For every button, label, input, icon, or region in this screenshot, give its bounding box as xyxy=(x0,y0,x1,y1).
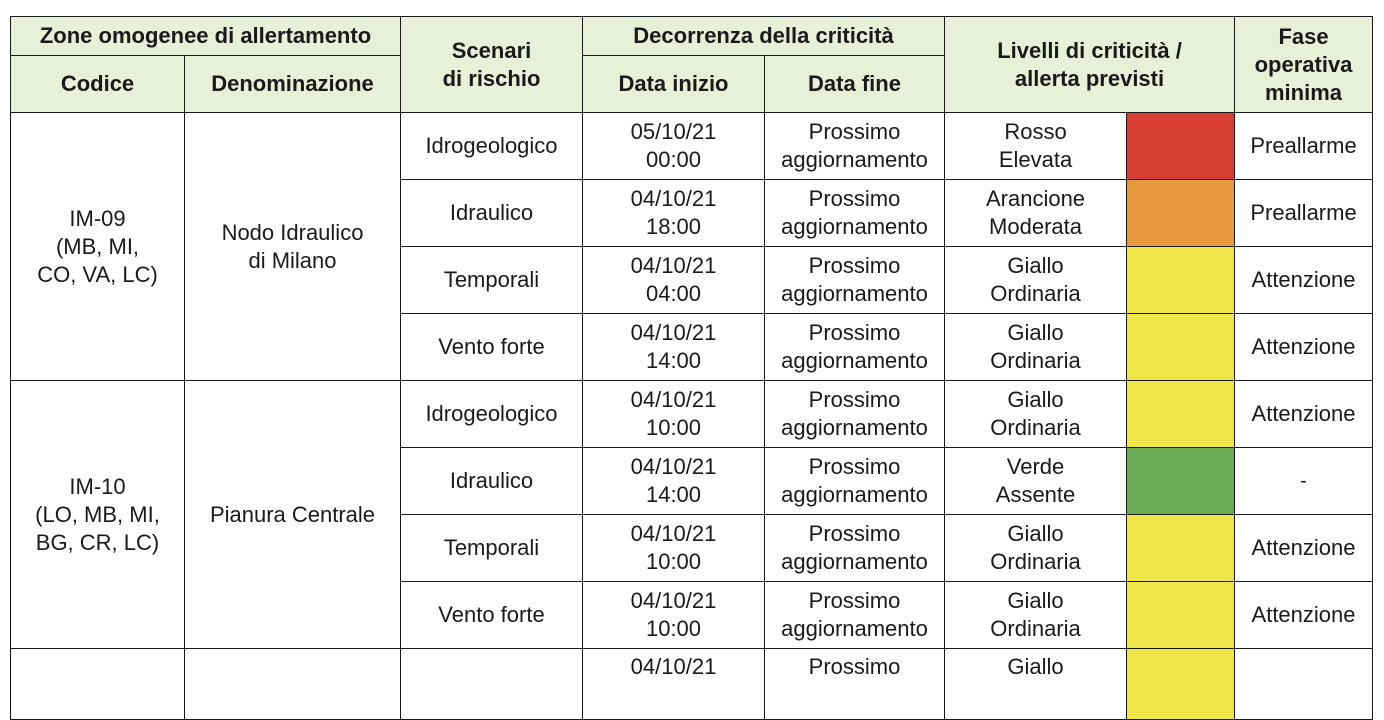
levels-header: Livelli di criticità / allerta previsti xyxy=(945,17,1235,113)
level-color-swatch xyxy=(1127,314,1235,381)
end-date-cell: Prossimo aggiornamento xyxy=(765,314,945,381)
phase-header: Fase operativa minima xyxy=(1235,17,1373,113)
level-color-swatch xyxy=(1127,515,1235,582)
start-date-cell: 04/10/21 10:00 xyxy=(583,381,765,448)
code-header: Codice xyxy=(11,56,185,113)
start-date-cell: 04/10/21 10:00 xyxy=(583,582,765,649)
end-date-cell: Prossimo aggiornamento xyxy=(765,247,945,314)
level-color-swatch xyxy=(1127,247,1235,314)
zone-name xyxy=(185,649,401,720)
phase-cell: Attenzione xyxy=(1235,582,1373,649)
end-date-cell: Prossimo aggiornamento xyxy=(765,180,945,247)
level-cell: Giallo Ordinaria xyxy=(945,247,1127,314)
start-date-cell: 04/10/21 14:00 xyxy=(583,448,765,515)
zone-name: Pianura Centrale xyxy=(185,381,401,649)
level-color-swatch xyxy=(1127,582,1235,649)
phase-cell: - xyxy=(1235,448,1373,515)
scenario-cell: Vento forte xyxy=(401,314,583,381)
end-date-cell: Prossimo aggiornamento xyxy=(765,381,945,448)
level-cell: Giallo Ordinaria xyxy=(945,582,1127,649)
level-cell: Giallo xyxy=(945,649,1127,720)
phase-cell: Attenzione xyxy=(1235,381,1373,448)
phase-cell xyxy=(1235,649,1373,720)
scenario-cell: Idraulico xyxy=(401,180,583,247)
scenario-cell: Vento forte xyxy=(401,582,583,649)
level-cell: Arancione Moderata xyxy=(945,180,1127,247)
level-color-swatch xyxy=(1127,113,1235,180)
alert-table xyxy=(10,16,1373,720)
scenario-cell xyxy=(401,649,583,720)
phase-cell: Preallarme xyxy=(1235,180,1373,247)
end-date-cell: Prossimo aggiornamento xyxy=(765,113,945,180)
level-color-swatch xyxy=(1127,448,1235,515)
phase-cell: Preallarme xyxy=(1235,113,1373,180)
level-cell: Giallo Ordinaria xyxy=(945,314,1127,381)
level-color-swatch xyxy=(1127,381,1235,448)
phase-cell: Attenzione xyxy=(1235,515,1373,582)
zone-code: IM-09 (MB, MI, CO, VA, LC) xyxy=(11,113,185,381)
level-color-swatch xyxy=(1127,180,1235,247)
table-row xyxy=(11,113,1373,180)
start-date-cell: 04/10/21 04:00 xyxy=(583,247,765,314)
zone-code xyxy=(11,649,185,720)
phase-cell: Attenzione xyxy=(1235,247,1373,314)
scenario-cell: Temporali xyxy=(401,247,583,314)
start-date-cell: 05/10/21 00:00 xyxy=(583,113,765,180)
start-date-cell: 04/10/21 14:00 xyxy=(583,314,765,381)
scenario-cell: Idrogeologico xyxy=(401,113,583,180)
end-date-cell: Prossimo xyxy=(765,649,945,720)
scenario-cell: Temporali xyxy=(401,515,583,582)
level-cell: Rosso Elevata xyxy=(945,113,1127,180)
scenario-cell: Idrogeologico xyxy=(401,381,583,448)
start-header: Data inizio xyxy=(583,56,765,113)
zone-code: IM-10 (LO, MB, MI, BG, CR, LC) xyxy=(11,381,185,649)
table-row-partial xyxy=(11,649,1373,720)
start-date-cell: 04/10/21 18:00 xyxy=(583,180,765,247)
start-date-cell: 04/10/21 10:00 xyxy=(583,515,765,582)
period-header: Decorrenza della criticità xyxy=(583,17,945,56)
level-cell: Giallo Ordinaria xyxy=(945,515,1127,582)
end-date-cell: Prossimo aggiornamento xyxy=(765,515,945,582)
level-cell: Verde Assente xyxy=(945,448,1127,515)
start-date-cell: 04/10/21 xyxy=(583,649,765,720)
table-row xyxy=(11,381,1373,448)
scenario-header: Scenari di rischio xyxy=(401,17,583,113)
level-cell: Giallo Ordinaria xyxy=(945,381,1127,448)
phase-cell: Attenzione xyxy=(1235,314,1373,381)
zone-group-header: Zone omogenee di allertamento xyxy=(11,17,401,56)
name-header: Denominazione xyxy=(185,56,401,113)
end-header: Data fine xyxy=(765,56,945,113)
zone-name: Nodo Idraulico di Milano xyxy=(185,113,401,381)
scenario-cell: Idraulico xyxy=(401,448,583,515)
end-date-cell: Prossimo aggiornamento xyxy=(765,582,945,649)
level-color-swatch xyxy=(1127,649,1235,720)
end-date-cell: Prossimo aggiornamento xyxy=(765,448,945,515)
